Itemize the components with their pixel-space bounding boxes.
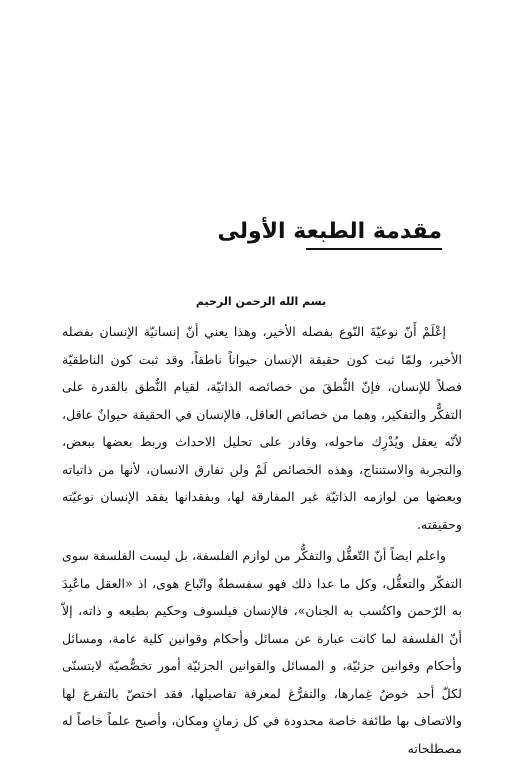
paragraph-1: إعْلَمْ أَنّ نوعيّةَ النّوع بفصله الأخير، وهذا يعني أنّ إنسانيّة الإنسان بفصله الأخير، ولمّا ثبت كون حقيقة الإنسان حيواناً ناطقاً، وقد ثبت كون الناطقيّة فصلاً للإنسان، فإنّ النُّطقَ من خصائصه الذاتيّة، لقيام النُّطق بالقدرة على التفكُّر والتفكير، وهما من خصائص العاقل، فالإنسان في الحقيقة حيوانٌ عاقل، لأنّه يعقل ويُدْرِك ماحوله، وقادر على تحليل الاحداث وربط بعضها ببعض، والتجربة والاستنتاج، وهذه الخصائص لَمْ ولن تفارق الانسان، لأنها من ذاتياته وبعضها من لوازمه الذاتيّة غير المفارقة لها، وبفقدانها يفقد الإنسان نوعيّته وحقيقته. (62, 324, 462, 532)
paragraph-2: واعلم ايضاً أنّ التّعقُّل والتفكُّر من لوازم الفلسفة، بل ليست الفلسفة سوى التفكّر والتعقُّل، وكل ما عدا ذلك فهو سفسطةٌ واتّباع هوى، اذ «العقل ماعُبِدَ به الرّحمن واكتُسب به الجنان»، فالإنسان فيلسوف وحكيم بطبعه و ذاته، إلاّ أنّ الفلسفة لما كانت عبارة عن مسائل وأحكام وقوانين كلية عامة، ومسائل وأحكام وقوانين جزئيّة، و المسائل والقوانين الجزئيّة أمور تخصُّصيّة لايتسنّى لكلّ أحد خوضُ غِمارها، والتفرُّغ لمعرفة تفاصيلها، فقد اختصّ بالتفرغ لها والاتصاف بها طائفة خاصة محدودة في كل زمانٍ ومكان، وأصبح علماً خاصاً له مصطلحاته (62, 548, 462, 756)
heading-block (217, 218, 442, 250)
heading-underline (306, 248, 442, 250)
body-text (62, 318, 462, 762)
chapter-heading: مقدمة الطبعة الأولى (217, 219, 442, 244)
basmala-line: بسم الله الرحمن الرحيم (195, 295, 327, 308)
